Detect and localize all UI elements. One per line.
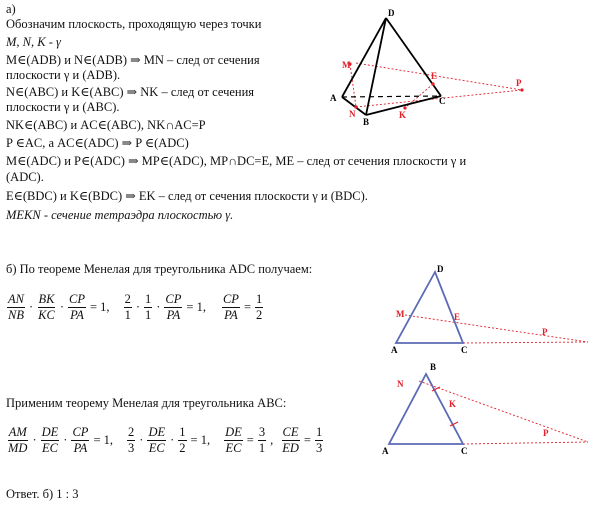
label-e: E (431, 71, 438, 81)
fraction: $\frac{AM}{MD}$ (8, 425, 28, 455)
answer: Ответ. б) 1 : 3 (6, 487, 79, 501)
label-c-2: C (461, 345, 468, 355)
text-line-7: NK∈(ABC) и AC∈(ABC), NK∩AC=P (6, 118, 206, 132)
label-n-3: N (397, 379, 404, 389)
label-n: N (349, 109, 356, 119)
fraction: $\frac{1}{2}$ (179, 425, 186, 455)
menelaus-equation-adc: $\frac{AN}{NB}$ · $\frac{BK}{KC}$ · $\frac{CP}{PA}$ = 1, $\frac{2}{1}$ · $\frac{1}{1}$ · $\frac{CP}{PA}$ = 1, $\frac{CP}{PA}$ = $\frac{1}{2}$ (8, 292, 263, 322)
label-a-3: A (382, 446, 389, 456)
label-b-3: B (430, 362, 437, 372)
label-c-3: C (461, 446, 468, 456)
text-line-1: Обозначим плоскость, проходящую через точки (6, 17, 262, 31)
label-m-2: M (396, 309, 405, 319)
fraction: $\frac{2}{3}$ (128, 425, 135, 455)
fraction: $\frac{3}{1}$ (258, 425, 266, 455)
label-b: B (363, 117, 370, 127)
fraction: $\frac{DE}{EC}$ (148, 425, 166, 455)
label-p: P (516, 78, 522, 88)
label-d: D (388, 8, 395, 18)
line-n-p-3 (419, 381, 588, 442)
fraction: $\frac{2}{1}$ (124, 292, 131, 322)
text-line-5: N∈(ABC) и K∈(ABC) ⇒ NK – след от сечения (6, 85, 255, 99)
fraction: $\frac{DE}{EC}$ (225, 425, 242, 455)
label-k-3: K (449, 399, 457, 409)
fraction: $\frac{CE}{ED}$ (282, 425, 299, 455)
fraction: $\frac{AN}{NB}$ (8, 292, 24, 322)
fraction: $\frac{CP}{PA}$ (165, 292, 182, 322)
text-line-2: M, N, K - γ (6, 35, 61, 49)
text-line-8: P ∈AC, а AC∈(ADC) ⇒ P ∈(ADC) (6, 136, 189, 150)
label-c: C (439, 96, 446, 106)
text-line-9: M∈(ADC) и P∈(ADC) ⇒ MP∈(ADC), MP∩DC=E, ME – след от сечения плоскости γ и (6, 154, 467, 168)
fraction: $\frac{1}{3}$ (315, 425, 323, 455)
label-a: A (330, 93, 337, 103)
text-line-12: MEKN - сечение тетраэдра плоскостью γ. (6, 208, 234, 222)
text-line-4: плоскости γ и (ADB). (6, 68, 121, 82)
fraction: $\frac{CP}{PA}$ (72, 425, 89, 455)
label-m: M (342, 60, 351, 70)
text-line-11: E∈(BDC) и K∈(BDC) ⇒ EK – след от сечения плоскости γ и (BDC). (6, 189, 368, 203)
text-line-10: (ADC). (6, 170, 44, 184)
part-a-label: а) (6, 2, 16, 16)
label-e-2: E (454, 312, 461, 322)
text-line-6: плоскости γ и (ABC). (6, 100, 120, 114)
fraction: $\frac{BK}{KC}$ (38, 292, 55, 322)
label-k: K (399, 110, 407, 120)
label-p-3: P (543, 428, 549, 438)
fraction: $\frac{1}{2}$ (256, 292, 263, 322)
line-c-p-3 (463, 442, 588, 444)
fraction: $\frac{CP}{PA}$ (69, 292, 85, 322)
part-b-intro-2: Применим теорему Менелая для треугольника ABC: (6, 396, 287, 410)
fraction: $\frac{DE}{EC}$ (41, 425, 59, 455)
menelaus-equation-abc: $\frac{AM}{MD}$ · $\frac{DE}{EC}$ · $\frac{CP}{PA}$ = 1, $\frac{2}{3}$ · $\frac{DE}{EC}$ · $\frac{1}{2}$ = 1, $\frac{DE}{EC}$ = $\frac{3}{1}$ , $\frac{CE}{ED}$ = $\frac{1}{3}$ (8, 425, 323, 455)
label-p-2: P (542, 327, 548, 337)
label-d-2: D (437, 264, 444, 274)
fraction: $\frac{1}{1}$ (144, 292, 152, 322)
label-a-2: A (391, 345, 398, 355)
part-b-intro: б) По теореме Менелая для треугольника ADC получаем: (6, 262, 313, 276)
text-line-3: M∈(ADB) и N∈(ADB) ⇒ MN – след от сечения (6, 53, 260, 67)
fraction: $\frac{CP}{PA}$ (222, 292, 239, 322)
